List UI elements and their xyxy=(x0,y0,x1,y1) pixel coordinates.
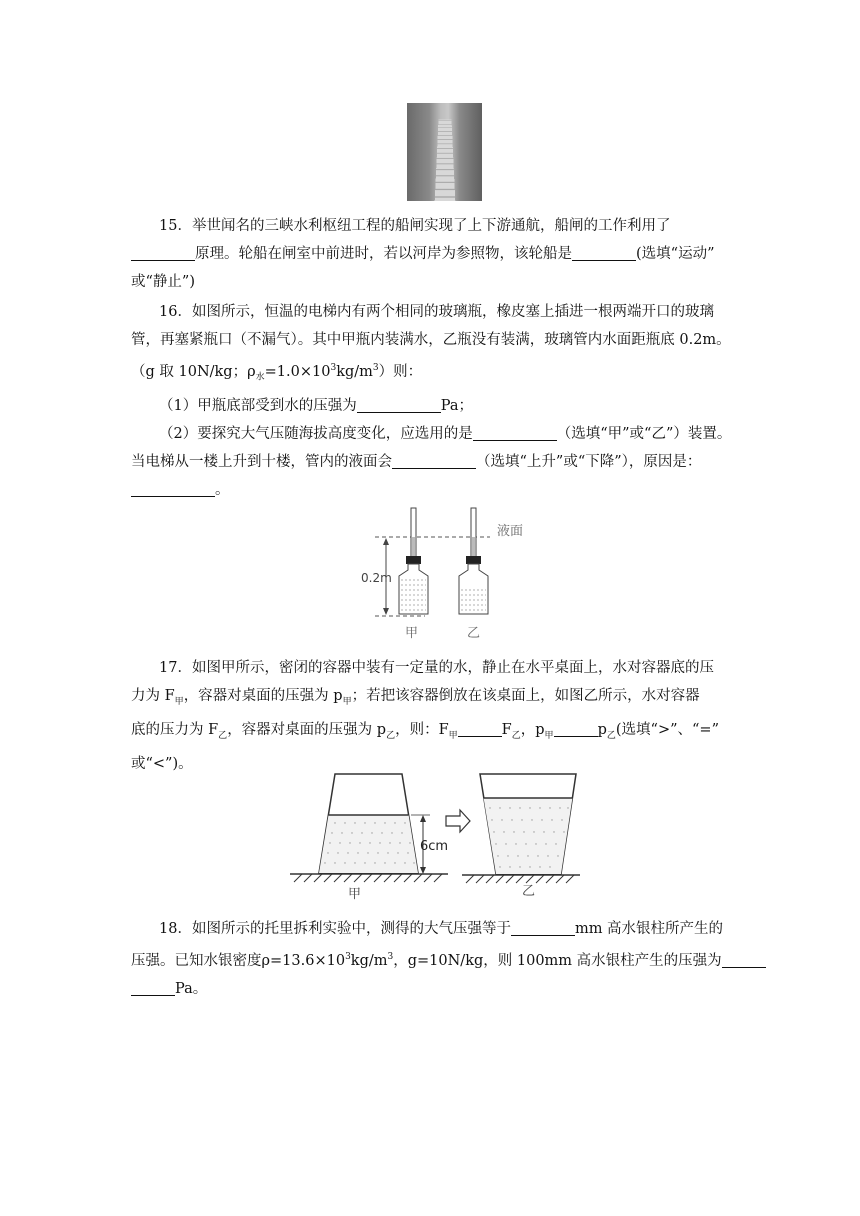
q15-line-3: 或“静止”) xyxy=(131,274,195,290)
q15-line-1: 15．举世闻名的三峡水利枢纽工程的船闸实现了上下游通航，船闸的工作利用了 xyxy=(159,218,671,234)
answer-blank[interactable] xyxy=(131,244,195,261)
road-photo xyxy=(407,103,482,201)
surface-label: 液面 xyxy=(497,524,524,539)
q16-line-1: 16．如图所示，恒温的电梯内有两个相同的玻璃瓶，橡皮塞上插进一根两端开口的玻璃 xyxy=(159,304,714,320)
containers-figure xyxy=(290,768,580,908)
q16-part-2-cont: 当电梯从一楼上升到十楼，管内的液面会 （选填“上升”或“下降”），原因是： xyxy=(131,453,702,470)
q17-line-2: 力为 $F_甲$，容器对桌面的压强为 $p_甲$；若把该容器倒放在该桌面上，如图乙所示，水对容器 xyxy=(131,688,700,707)
q18-line-1: 18．如图所示的托里拆利实验中，测得的大气压强等于 mm 高水银柱所产生的 xyxy=(159,921,724,937)
q18-line-3: Pa。 xyxy=(131,975,731,1003)
q17-line-3: 底的压力为 $F_乙$，容器对桌面的压强为 $p_乙$，则：$F_甲$ $F_乙$，$p_甲$ $p_乙$(选填“>”、“=” xyxy=(131,721,719,741)
answer-blank[interactable] xyxy=(473,424,557,441)
answer-blank[interactable] xyxy=(392,452,476,469)
answer-blank[interactable] xyxy=(357,396,441,413)
q16-line-2: 管，再塞紧瓶口（不漏气）。其中甲瓶内装满水，乙瓶没有装满，玻璃管内水面距瓶底 0.2m。 xyxy=(131,332,731,348)
q15-line-2: 原理。轮船在闸室中前进时，若以河岸为参照物，该轮船是 (选填“运动” xyxy=(131,240,731,268)
q16-part-2-end: 。 xyxy=(131,476,731,504)
q16-line-3: （g 取 10N/kg；$\rho_水=1.0\times 10^3kg/m^3$）则： xyxy=(131,363,423,383)
question-16 xyxy=(131,298,731,504)
question-15 xyxy=(131,212,731,296)
bottles-figure xyxy=(355,500,535,645)
q16-part-2: （2）要探究大气压随海拔高度变化，应选用的是 （选填“甲”或“乙”）装置。 xyxy=(159,425,732,442)
q17-line-4: 或“<”)。 xyxy=(131,755,193,772)
answer-blank[interactable] xyxy=(554,720,598,737)
answer-blank[interactable] xyxy=(458,720,502,737)
container-b-label: 乙 xyxy=(522,884,536,899)
answer-blank[interactable] xyxy=(511,919,575,936)
answer-blank[interactable] xyxy=(722,951,766,968)
bottle-b-label: 乙 xyxy=(467,626,481,641)
answer-blank[interactable] xyxy=(131,480,215,497)
bottle-a-label: 甲 xyxy=(405,626,419,641)
container-a-label: 甲 xyxy=(348,887,362,902)
q18-line-2: 压强。已知水银密度$\rho=13.6\times 10^3kg/m^3$，g=10N/kg，则 100mm 高水银柱产生的压强为 xyxy=(131,943,731,975)
answer-blank[interactable] xyxy=(572,244,636,261)
answer-blank[interactable] xyxy=(131,979,175,996)
q16-part-1: （1）甲瓶底部受到水的压强为 Pa； xyxy=(159,397,473,414)
q17-line-1: 17．如图甲所示，密闭的容器中装有一定量的水，静止在水平桌面上，水对容器底的压 xyxy=(159,660,714,676)
height-label: 0.2m xyxy=(361,571,392,585)
height-label: 6cm xyxy=(420,839,449,854)
question-18 xyxy=(131,915,731,1003)
question-17 xyxy=(131,654,731,778)
